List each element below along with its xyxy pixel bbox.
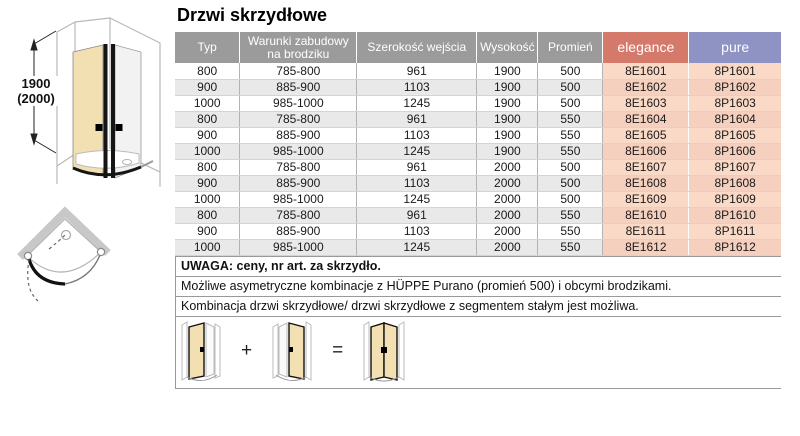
table-row [175,239,781,255]
spec-cell: 1103 [357,127,477,143]
spec-cell: 800 [175,207,240,223]
drain-icon [123,159,132,164]
spec-cell: 500 [538,79,603,95]
spec-cell: 500 [538,95,603,111]
spec-cell: 800 [175,159,240,175]
spec-cell: 500 [538,63,603,79]
spec-cell: 550 [538,111,603,127]
spec-cell: 550 [538,127,603,143]
spec-cell: 885-900 [240,127,357,143]
col-szerokosc: Szerokość wejścia [357,32,477,63]
article-number-cell: 8P1609 [689,191,781,207]
spec-cell: 500 [538,191,603,207]
spec-cell: 2000 [477,159,538,175]
spec-cell: 985-1000 [240,143,357,159]
table-row [175,111,781,127]
article-number-cell: 8E1609 [603,191,689,207]
spec-cell: 1900 [477,95,538,111]
spec-cell: 800 [175,63,240,79]
article-number-cell: 8P1607 [689,159,781,175]
notes-block [175,256,781,317]
article-number-cell: 8E1605 [603,127,689,143]
combo-door-right-diagram [270,319,314,385]
spec-cell: 2000 [477,207,538,223]
article-number-cell: 8E1607 [603,159,689,175]
note-uwaga: UWAGA: ceny, nr art. za skrzydło. [176,257,781,277]
col-wysokosc: Wysokość [477,32,538,63]
spec-cell: 1103 [357,223,477,239]
article-number-cell: 8P1602 [689,79,781,95]
article-number-cell: 8E1604 [603,111,689,127]
article-number-cell: 8P1605 [689,127,781,143]
spec-cell: 2000 [477,175,538,191]
spec-cell: 1900 [477,63,538,79]
spec-cell: 885-900 [240,79,357,95]
article-number-cell: 8P1611 [689,223,781,239]
spec-cell: 800 [175,111,240,127]
hinge-right [97,248,104,255]
plan-drain-icon [62,231,71,240]
spec-cell: 985-1000 [240,95,357,111]
spec-cell: 1103 [357,175,477,191]
col-promien: Promień [538,32,603,63]
handle-icon [381,347,387,353]
combination-diagram-strip [175,317,781,389]
spec-cell: 550 [538,143,603,159]
article-number-cell: 8E1612 [603,239,689,255]
article-number-cell: 8E1610 [603,207,689,223]
spec-cell: 2000 [477,239,538,255]
spec-cell: 785-800 [240,159,357,175]
hinge-left [24,252,31,259]
article-number-cell: 8P1601 [689,63,781,79]
spec-cell: 885-900 [240,223,357,239]
spec-cell: 1245 [357,239,477,255]
spec-cell: 885-900 [240,175,357,191]
handle-icon [289,347,293,352]
spec-cell: 500 [538,159,603,175]
article-number-cell: 8E1602 [603,79,689,95]
spec-cell: 1000 [175,191,240,207]
col-elegance: elegance [603,32,689,63]
spec-cell: 1000 [175,239,240,255]
article-number-cell: 8P1610 [689,207,781,223]
table-row [175,95,781,111]
combo-door-left-diagram [179,319,223,385]
note-door-combo: Kombinacja drzwi skrzydłowe/ drzwi skrzydłowe z segmentem stałym jest możliwa. [176,297,781,317]
spec-cell: 900 [175,175,240,191]
col-warunki: Warunki zabudowy na brodziku [240,32,357,63]
spec-cell: 1245 [357,95,477,111]
spec-cell: 1245 [357,143,477,159]
diagram-column [0,0,175,436]
article-number-cell: 8P1608 [689,175,781,191]
table-row [175,223,781,239]
spec-cell: 785-800 [240,111,357,127]
spec-cell: 900 [175,223,240,239]
spec-cell: 1900 [477,127,538,143]
door-handle-left [96,124,103,131]
spec-cell: 785-800 [240,63,357,79]
table-row [175,143,781,159]
table-row [175,191,781,207]
table-row [175,207,781,223]
plan-tray [27,219,101,272]
plus-icon: + [241,339,253,361]
spec-cell: 500 [538,175,603,191]
page-title: Drzwi skrzydłowe [177,5,328,25]
article-number-cell: 8E1608 [603,175,689,191]
spec-cell: 985-1000 [240,191,357,207]
article-number-cell: 8E1601 [603,63,689,79]
spec-cell: 550 [538,207,603,223]
door-handle-right [116,124,123,131]
article-number-cell: 8E1606 [603,143,689,159]
article-number-cell: 8E1611 [603,223,689,239]
note-combinations: Możliwe asymetryczne kombinacje z HÜPPE Purano (promień 500) i obcymi brodzikami. [176,277,781,297]
article-number-cell: 8P1606 [689,143,781,159]
spec-cell: 2000 [477,223,538,239]
spec-cell: 550 [538,239,603,255]
header-row [175,32,781,63]
spec-cell: 1900 [477,79,538,95]
spec-cell: 2000 [477,191,538,207]
col-pure: pure [689,32,781,63]
spec-cell: 900 [175,79,240,95]
spec-cell: 1245 [357,191,477,207]
spec-cell: 985-1000 [240,239,357,255]
spec-cell: 785-800 [240,207,357,223]
article-number-cell: 8P1604 [689,111,781,127]
spec-cell: 1900 [477,143,538,159]
shower-plan-diagram [2,193,120,321]
table-row [175,175,781,191]
spec-table [175,32,781,256]
center-stile-left [104,44,108,178]
spec-table-body [175,63,781,255]
spec-cell: 1000 [175,95,240,111]
table-row [175,159,781,175]
table-row [175,127,781,143]
equals-icon: = [332,339,344,361]
article-number-cell: 8P1612 [689,239,781,255]
article-number-cell: 8E1603 [603,95,689,111]
spec-cell: 961 [357,111,477,127]
spec-cell: 900 [175,127,240,143]
spec-cell: 1000 [175,143,240,159]
spec-cell: 1900 [477,111,538,127]
spec-cell: 961 [357,159,477,175]
center-stile-right [111,44,115,178]
spec-cell: 550 [538,223,603,239]
article-number-cell: 8P1603 [689,95,781,111]
spec-cell: 961 [357,207,477,223]
combo-door-result-diagram [361,319,407,385]
col-typ: Typ [175,32,240,63]
spec-cell: 1103 [357,79,477,95]
table-row [175,79,781,95]
content-area [175,0,781,389]
height-dimension-label: 1900 (2000) [10,76,62,106]
table-row [175,63,781,79]
spec-cell: 961 [357,63,477,79]
handle-icon [200,347,204,352]
